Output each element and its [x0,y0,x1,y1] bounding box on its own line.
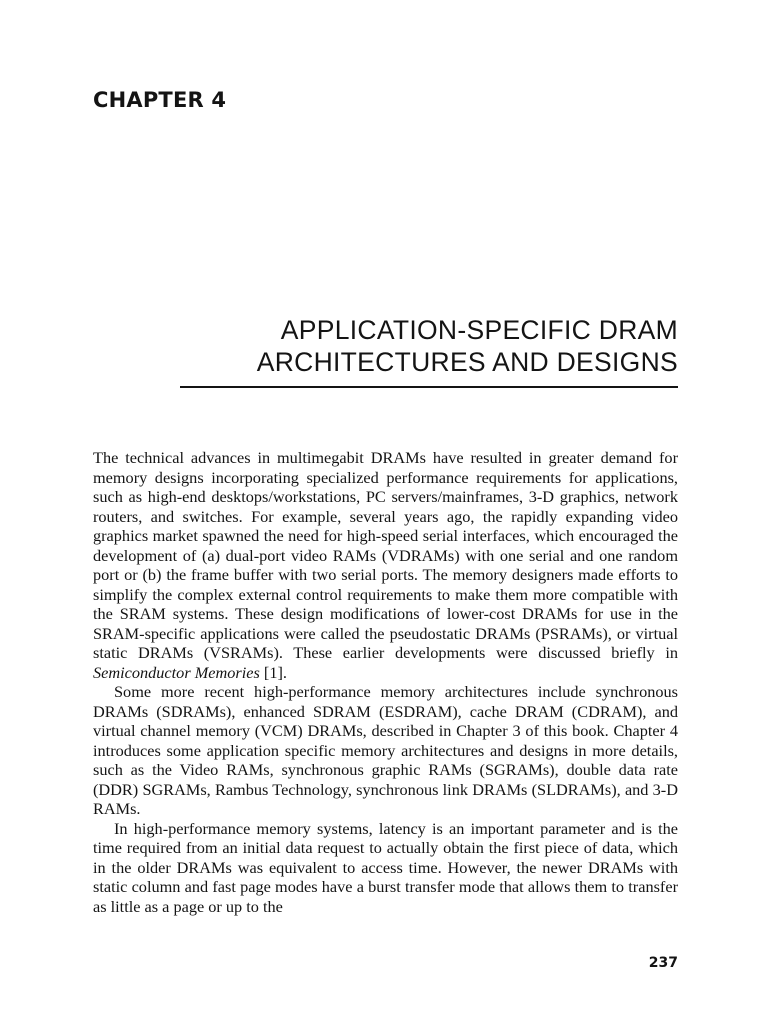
book-title-citation: Semiconductor Memories [93,662,260,682]
chapter-title-line-1: APPLICATION-SPECIFIC DRAM [280,315,678,345]
chapter-title [118,314,678,378]
paragraph-2: Some more recent high-performance memory architectures include synchronous DRAMs (SDRAMs), enhanced SDRAM (ESDRAM), cache DRAM (CDRAM), and virtual channel memory (VCM) DRAMs, described in Chapter 3 of this book. Chapter 4 introduces some application specific memory architectures and designs in more details, such as the Video RAMs, synchronous graphic RAMs (SGRAMs), double data rate (DDR) SGRAMs, Rambus Technology, synchronous link DRAMs (SLDRAMs), and 3-D RAMs. [93,682,678,818]
paragraph-1-text: The technical advances in multimegabit DRAMs have resulted in greater demand for memory designs incorporating specialized performance requirements for applications, such as high-end desktops/workstations, PC servers/mainframes, 3-D graphics, network routers, and switches. For example, several years ago, the rapidly expanding video graphics market spawned the need for high-speed serial interfaces, which encouraged the development of (a) dual-port video RAMs (VDRAMs) with one serial and one random port or (b) the frame buffer with two serial ports. The memory designers made efforts to simplify the complex external control requirements to make them more compatible with the SRAM systems. These design modifications of lower-cost DRAMs for use in the SRAM-specific applications were called the pseudostatic DRAMs (PSRAMs), or virtual static DRAMs (VSRAMs). These earlier developments were discussed briefly in [93,448,678,662]
page-number: 237 [648,955,678,971]
chapter-title-line-2: ARCHITECTURES AND DESIGNS [256,347,678,377]
title-rule [180,386,678,388]
body-text [93,448,678,916]
paragraph-1 [93,448,678,682]
paragraph-3: In high-performance memory systems, latency is an important parameter and is the time required from an initial data request to actually obtain the first piece of data, which in the older DRAMs was equivalent to access time. However, the newer DRAMs with static column and fast page modes have a burst transfer mode that allows them to transfer as little as a page or up to the [93,818,678,916]
reference-marker: [1]. [259,662,287,682]
chapter-label: CHAPTER 4 [93,88,227,112]
